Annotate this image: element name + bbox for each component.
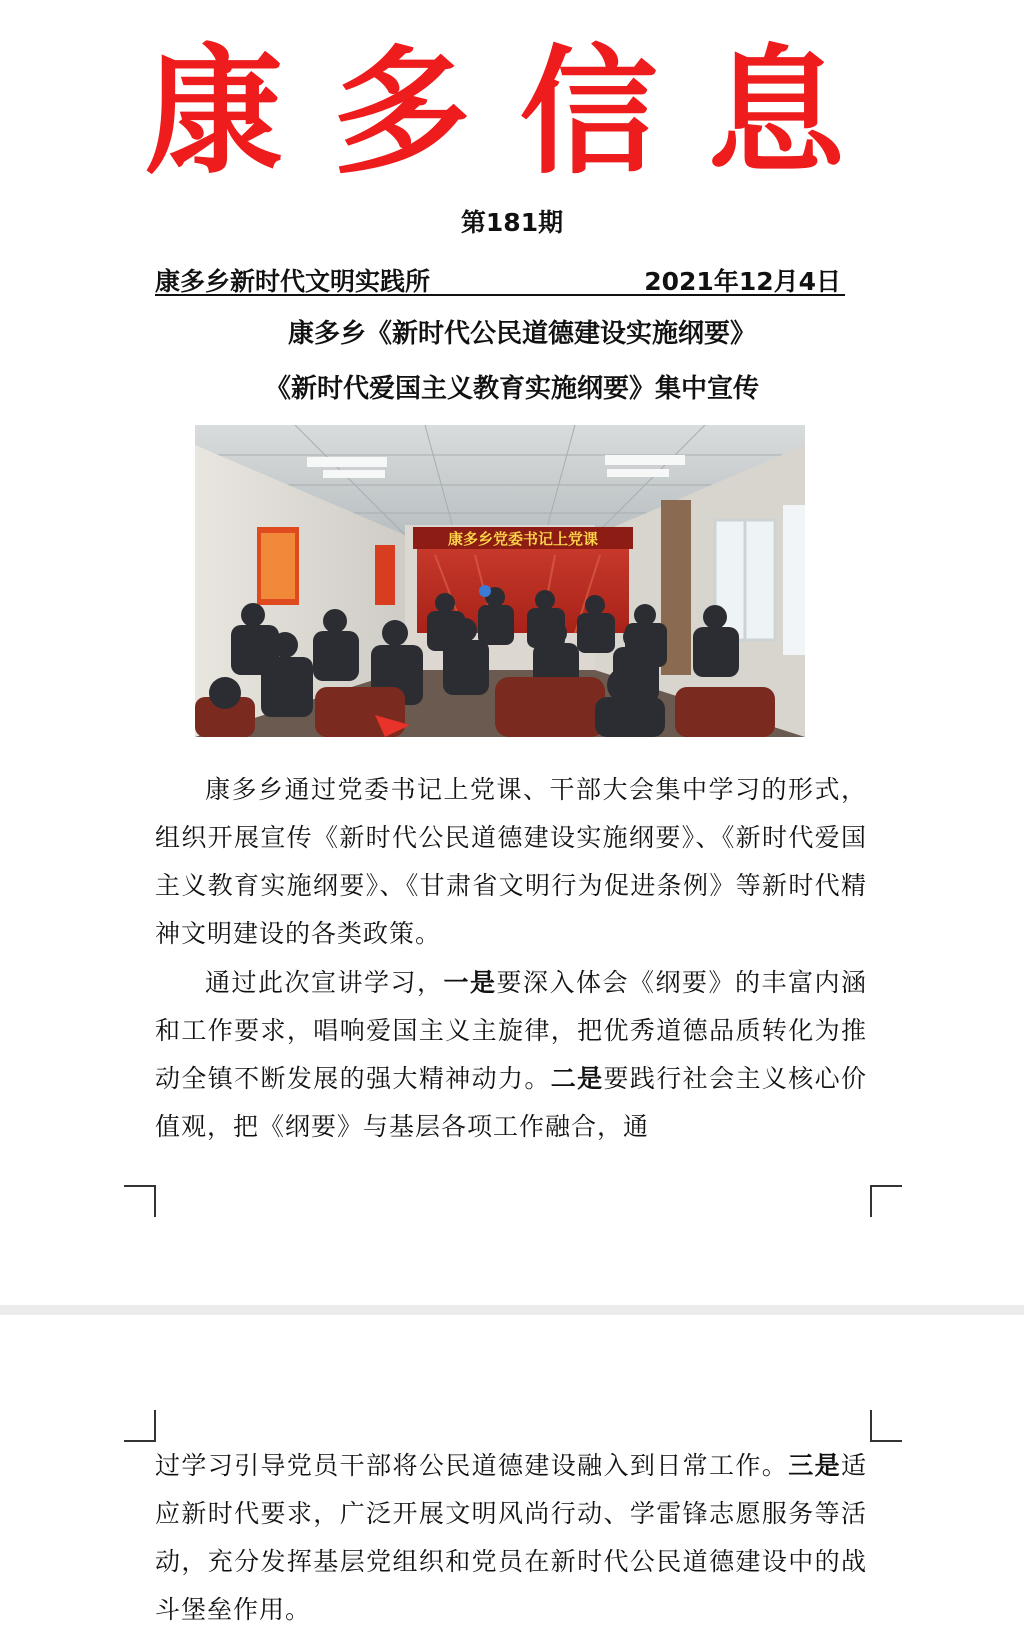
body-paragraph-1: 康多乡通过党委书记上党课、干部大会集中学习的形式，组织开展宣传《新时代公民道德建设实施纲要》、《新时代爱国主义教育实施纲要》、《甘肃省文明行为促进条例》等新时代精神文明建设的各类政策。 [155,775,867,948]
page-corner-mark [124,1410,156,1442]
meeting-photo-illustration [195,425,805,737]
p2-point-one-text: 要深入体会《纲要》的丰富内涵和工作要求，唱响爱国主义主旋律，把优秀道德品质转化为推动全镇不断发展的强大精神动力。 [155,968,867,1093]
masthead [145,32,845,193]
masthead-char: 息 [706,32,845,193]
point-three-label: 三是 [788,1451,841,1480]
page-corner-mark [870,1185,902,1217]
p2-intro: 通过此次宣讲学习， [205,968,444,997]
p3-continuation: 过学习引导党员干部将公民道德建设融入到日常工作。 [155,1451,789,1480]
headline-line-1: 康多乡《新时代公民道德建设实施纲要》 [287,319,756,349]
publish-date: 2021年12月4日 [644,267,841,296]
publisher-row [155,258,845,296]
page-corner-mark [124,1185,156,1217]
photo-banner-text: 康多乡党委书记上党课 [447,530,599,548]
p3-point-three-text: 适应新时代要求，广泛开展文明风尚行动、学雷锋志愿服务等活动，充分发挥基层党组织和党员在新时代公民道德建设中的战斗堡垒作用。 [155,1451,867,1624]
masthead-char: 康 [145,32,284,193]
publisher-org: 康多乡新时代文明实践所 [155,267,431,296]
meeting-photo [195,425,805,737]
page-corner-mark [870,1410,902,1442]
masthead-char: 信 [519,32,658,193]
headline-line-2: 《新时代爱国主义教育实施纲要》集中宣传 [264,374,759,404]
page-break [0,1305,1024,1315]
point-one-label: 一是 [443,968,497,997]
p2-point-two-text: 要践行社会主义核心价值观，把《纲要》与基层各项工作融合，通 [155,1064,867,1141]
point-two-label: 二是 [550,1064,604,1093]
body-paragraph-3 [155,1442,867,1634]
issue-number: 第181期 [460,208,564,237]
body-paragraph-2 [155,959,867,1151]
masthead-char: 多 [332,32,471,193]
